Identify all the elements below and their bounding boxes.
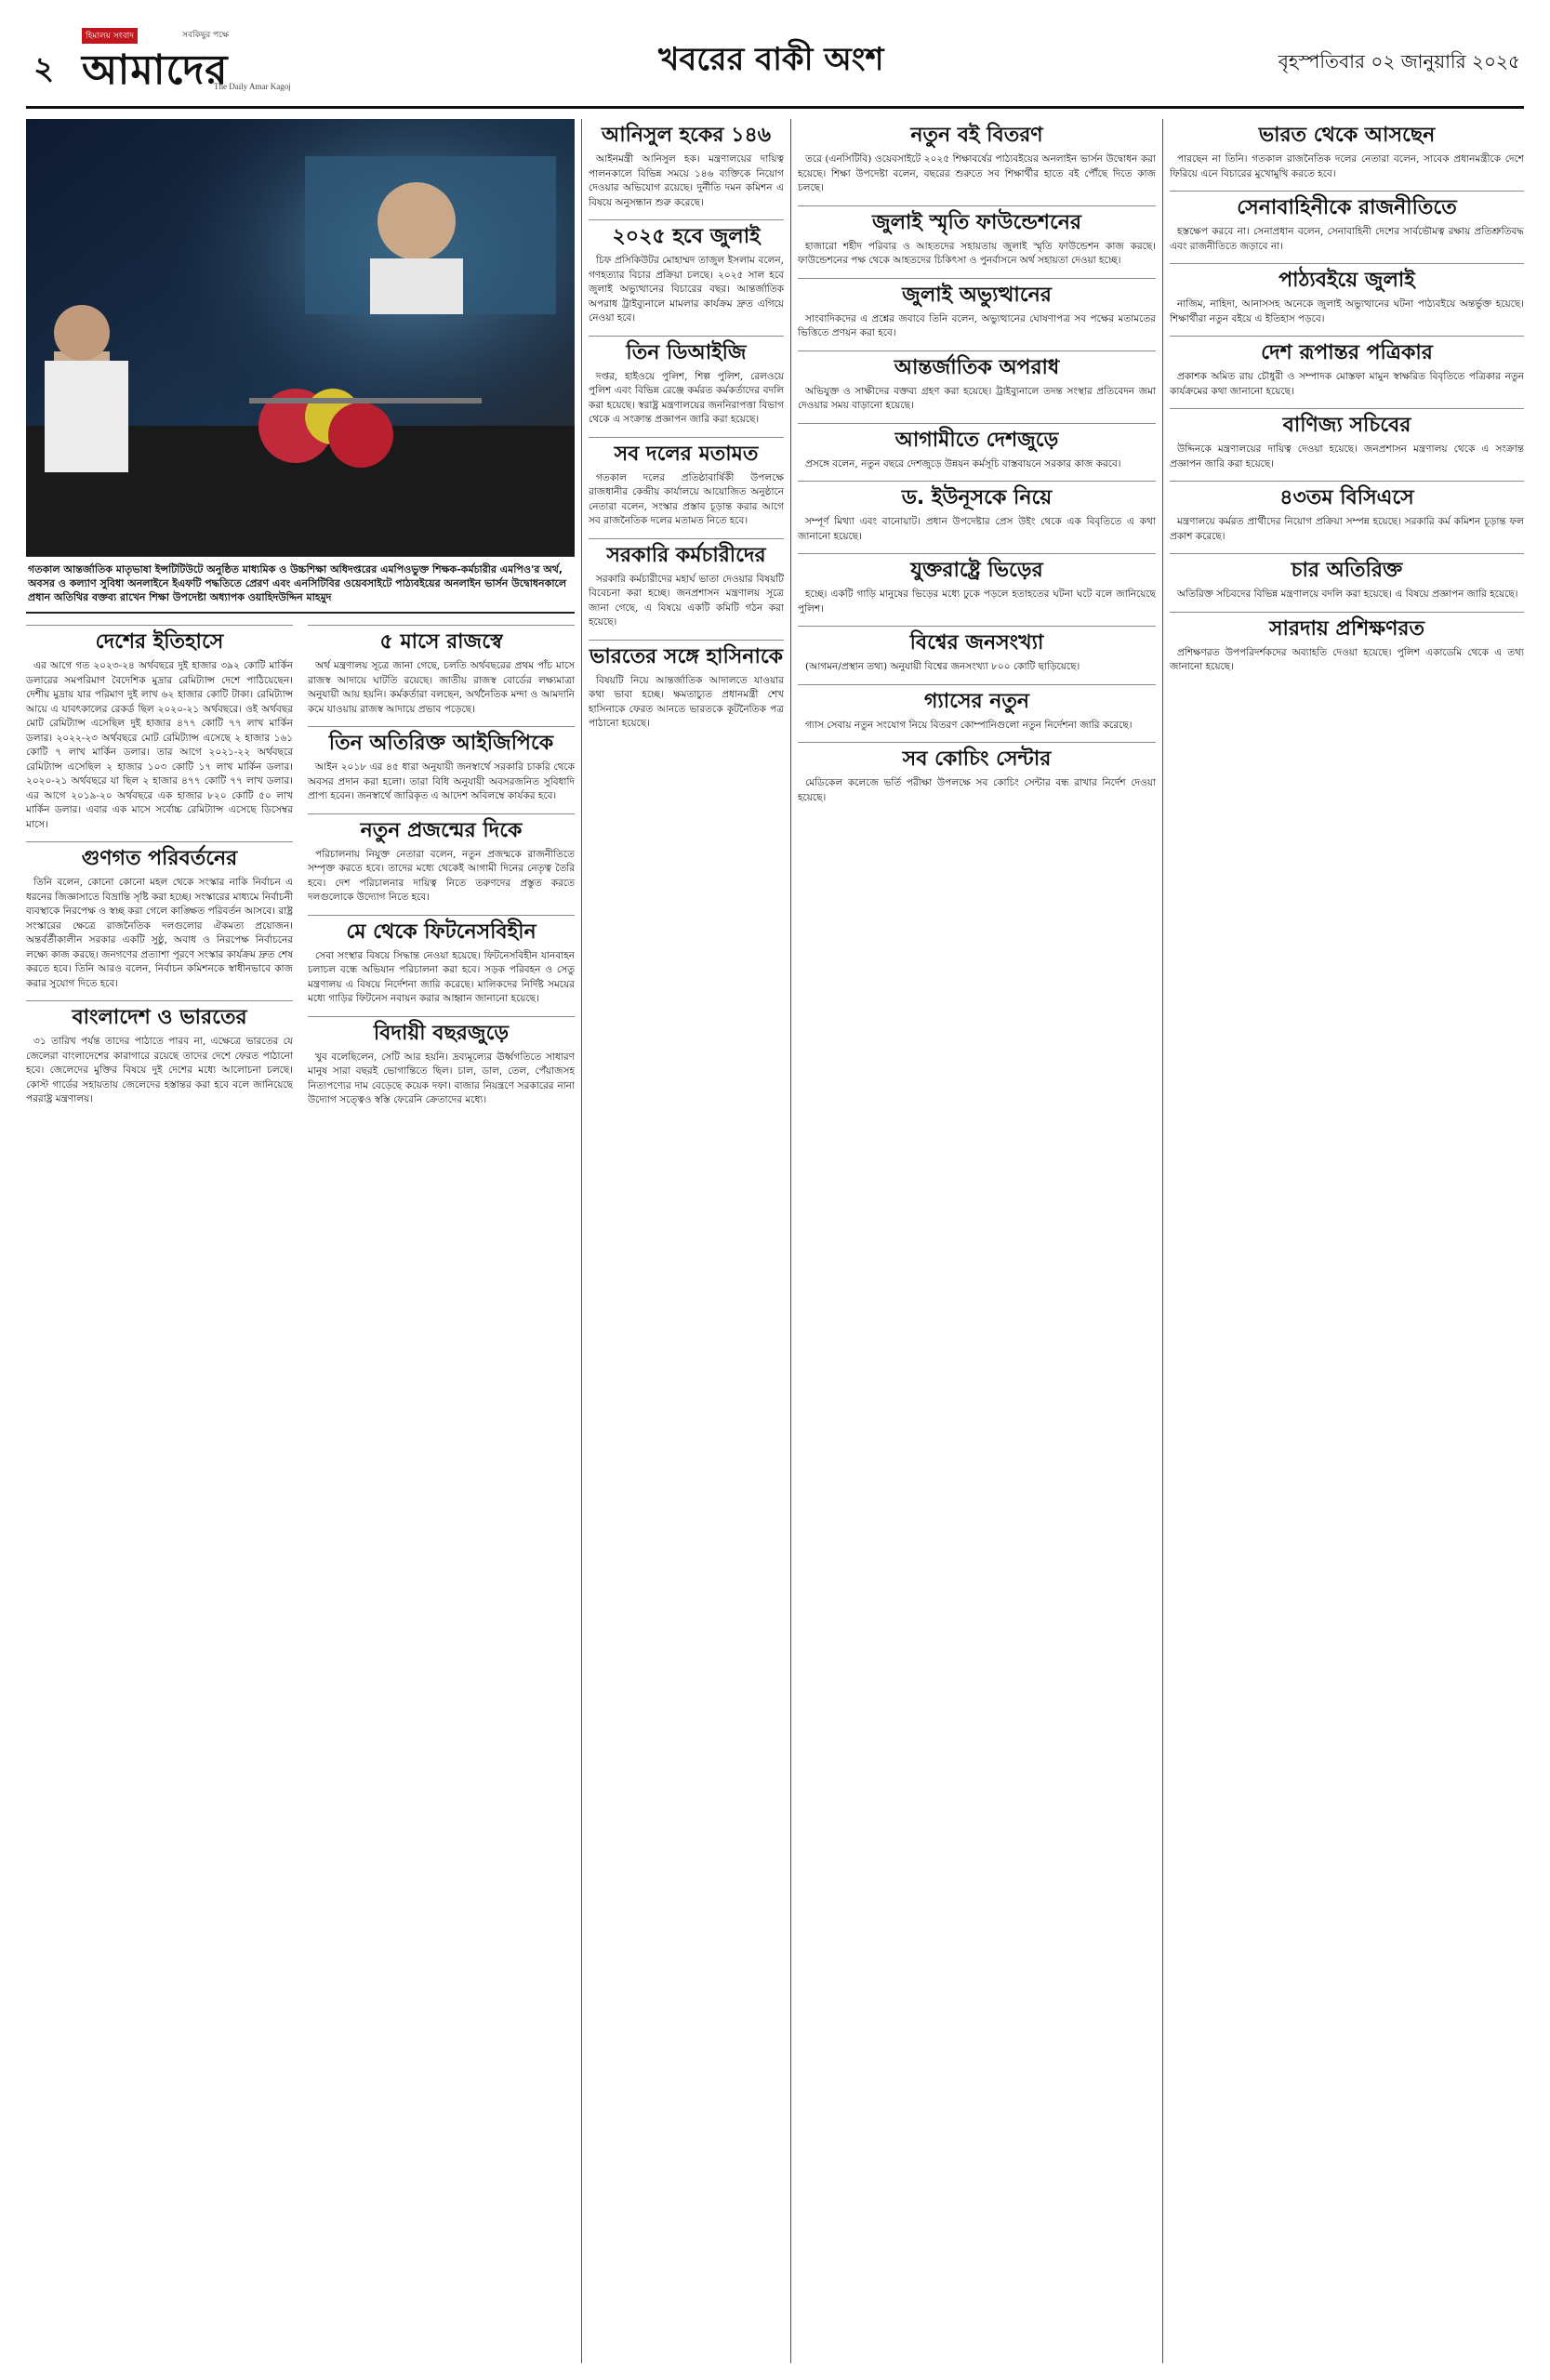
article-headline: ৫ মাসে রাজস্বে	[308, 625, 575, 655]
article-body: খুব বলেছিলেন, সেটি আর হয়নি। দ্রব্যমূল্যের ঊর্ধ্বগতিতে সাধারণ মানুষ সারা বছরই ভোগান্তিতে ছিল। চাল, ডাল, তেল, পেঁয়াজসহ নিত্যপণ্যের দাম বেড়েছে কয়েক দফা। বাজার নিয়ন্ত্রণে সরকারের নানা উদ্যোগ সত্ত্বেও স্বস্তি ফেরেনি ক্রেতাদের মধ্যে।	[308, 1051, 575, 1105]
article	[589, 431, 784, 533]
article	[798, 548, 1156, 620]
column-4	[1170, 119, 1524, 2363]
article	[308, 909, 575, 1011]
article	[589, 533, 784, 634]
paper-name: আমাদের	[82, 46, 229, 94]
article-body: প্রশিক্ষণরত উপপরিদর্শকদের অব্যাহতি দেওয়া হয়েছে। পুলিশ একাডেমি থেকে এ তথ্য জানানো হয়েছে।	[1170, 646, 1524, 672]
article	[308, 1011, 575, 1112]
article	[589, 330, 784, 431]
article-headline: সারদায় প্রশিক্ষণরত	[1170, 612, 1524, 642]
article-body: হস্তক্ষেপ করবে না। সেনাপ্রধান বলেন, সেনাবাহিনী দেশের সার্বভৌমত্ব রক্ষায় প্রতিশ্রুতিবদ্ধ এবং রাজনীতিতে জড়াবে না।	[1170, 226, 1524, 252]
column-rule	[790, 119, 791, 2363]
article	[798, 679, 1156, 737]
page-number: ২	[33, 50, 55, 87]
article	[308, 808, 575, 909]
article-body: গ্যাস সেবায় নতুন সংযোগ নিয়ে বিতরণ কোম্পানিগুলো নতুন নির্দেশনা জারি করেছে।	[805, 719, 1133, 731]
article-headline: দেশের ইতিহাসে	[26, 625, 293, 655]
article-body: অভিযুক্ত ও সাক্ষীদের বক্তব্য গ্রহণ করা হয়েছে। ট্রাইব্যুনালে তদন্ত সংস্থার প্রতিবেদন জমা দেওয়ার সময় বাড়ানো হয়েছে।	[798, 385, 1156, 411]
article-body: তরে (এনসিটিবি) ওয়েবসাইটে ২০২৫ শিক্ষাবর্ষের পাঠ্যবইয়ের অনলাইন ভার্সন উদ্বোধন করা হয়েছে। শিক্ষা উপদেষ্টা বলেন, বছরের শুরুতে সব শিক্ষার্থীর হাতে বই পৌঁছে দিতে কাজ চলছে।	[798, 153, 1156, 193]
article-headline: নতুন বই বিতরণ	[910, 124, 1043, 147]
article	[1170, 403, 1524, 475]
article	[798, 200, 1156, 272]
article-headline: বাংলাদেশ ও ভারতের	[26, 1000, 293, 1031]
article	[308, 619, 575, 721]
photo-illustration	[26, 119, 575, 556]
article-body: হাজারো শহীদ পরিবার ও আহতদের সহায়তায় জুলাই স্মৃতি ফাউন্ডেশন কাজ করছে। ফাউন্ডেশনের পক্ষ থেকে আহতদের চিকিৎসা ও পুনর্বাসনে অর্থ সহায়তা দেওয়া হচ্ছে।	[798, 240, 1156, 266]
article	[798, 417, 1156, 476]
article	[798, 475, 1156, 548]
photo-caption: গতকাল আন্তর্জাতিক মাতৃভাষা ইন্সটিটিউটে অনুষ্ঠিত মাধ্যমিক ও উচ্চশিক্ষা অধিদপ্তরের এমপিওভুক্ত শিক্ষক-কর্মচারীর এমপিও'র অর্থ, অবসর ও কল্যাণ সুবিধা অনলাইনে ইএফটি পদ্ধতিতে প্রেরণ এবং এনসিটিবির ওয়েবসাইটে পাঠ্যবইয়ের অনলাইন ভার্সন উদ্বোধনকালে প্রধান অতিথির বক্তব্য রাখেন শিক্ষা উপদেষ্টা অধ্যাপক ওয়াহিদউদ্দিন মাহমুদ	[26, 557, 575, 614]
article	[1170, 185, 1524, 258]
column-rule	[581, 119, 582, 2363]
article-body: গতকাল দলের প্রতিষ্ঠাবার্ষিকী উপলক্ষে রাজধানীর কেন্দ্রীয় কার্যালয়ে আয়োজিত অনুষ্ঠানে নেতারা বলেন, সংস্কার প্রস্তাব চূড়ান্ত করার আগে সব রাজনৈতিক দলের মতামত নিতে হবে।	[589, 471, 784, 526]
article-headline: তিন অতিরিক্ত আইজিপিকে	[308, 726, 575, 757]
article-body: মন্ত্রণালয়ে কর্মরত প্রার্থীদের নিয়োগ প্রক্রিয়া সম্পন্ন হয়েছে। সরকারি কর্ম কমিশন চূড়ান্ত ফল প্রকাশ করেছে।	[1170, 516, 1524, 542]
logo-slogan: সবকিছুর পক্ষে	[182, 31, 230, 40]
column-3	[798, 119, 1156, 2363]
article-headline: বাণিজ্য সচিবের	[1170, 408, 1524, 439]
article-body: পারছেন না তিনি। গতকাল রাজনৈতিক দলের নেতারা বলেন, সাবেক প্রধানমন্ত্রীকে দেশে ফিরিয়ে এনে বিচারের মুখোমুখি করতে হবে।	[1170, 153, 1524, 179]
article-body: উদ্দিনকে মন্ত্রণালয়ের দায়িত্ব দেওয়া হয়েছে। জনপ্রশাসন মন্ত্রণালয় থেকে এ সংক্রান্ত প্রজ্ঞাপন জারি করা হয়েছে।	[1170, 443, 1524, 469]
article-headline: তিন ডিআইজি	[589, 336, 784, 366]
article	[589, 634, 784, 735]
article	[1170, 330, 1524, 403]
article-headline: ভারতের সঙ্গে হাসিনাকে	[589, 640, 784, 670]
article-headline: জুলাই অভ্যুত্থানের	[798, 278, 1156, 309]
article-body: (আগমন/প্রস্থান তথ্য) অনুযায়ী বিশ্বের জনসংখ্যা ৮০০ কোটি ছাড়িয়েছে।	[805, 661, 1080, 672]
article-headline: চার অতিরিক্ত	[1170, 553, 1524, 584]
article-headline: সব দলের মতামত	[589, 437, 784, 468]
newspaper-page	[26, 17, 1524, 2363]
article	[308, 721, 575, 808]
article-body: অর্থ মন্ত্রণালয় সূত্রে জানা গেছে, চলতি অর্থবছরের প্রথম পাঁচ মাসে রাজস্ব আদায়ে ঘাটতি রয়েছে। জাতীয় রাজস্ব বোর্ডের লক্ষ্যমাত্রা অনুযায়ী আয় হয়নি। কর্মকর্তারা বলছেন, অর্থনৈতিক মন্দা ও আমদানি কমে যাওয়ায় রাজস্ব আদায়ে প্রভাব পড়েছে।	[308, 660, 575, 715]
col1-articles	[26, 619, 575, 1112]
article-headline: আনিসুল হকের ১৪৬	[601, 124, 772, 147]
article-headline: গ্যাসের নতুন	[798, 684, 1156, 715]
column-rule	[1162, 119, 1163, 2363]
article	[1170, 606, 1524, 679]
article	[26, 836, 293, 995]
section-title: খবরের বাকী অংশ	[658, 41, 884, 78]
issue-date: বৃহস্পতিবার ০২ জানুয়ারি ২০২৫	[1278, 50, 1520, 73]
english-name: The Daily Amar Kagoj	[214, 82, 291, 91]
article-body: চিফ প্রসিকিউটর মোহাম্মদ তাজুল ইসলাম বলেন, গণহত্যার বিচার প্রক্রিয়া চলছে। ২০২৫ সাল হবে জুলাই অভ্যুত্থানের বিচারের বছর। আন্তর্জাতিক অপরাধ ট্রাইব্যুনালে মামলার কার্যক্রম দ্রুত এগিয়ে নেওয়া হবে।	[589, 255, 784, 324]
article-body: এর আগে গত ২০২৩-২৪ অর্থবছরে দুই হাজার ৩৯২ কোটি মার্কিন ডলারের সমপরিমাণ বৈদেশিক মুদ্রার রেমিট্যান্স দেশে পাঠিয়েছেন। দেশীয় মুদ্রায় যার পরিমাণ দুই লাখ ৬২ হাজার কোটি টাকা। রেমিট্যান্স আয়ে এ যাবৎকালের রেকর্ড ছিল ২০২০-২১ অর্থবছরে। ওই অর্থবছর মোট রেমিট্যান্স এসেছিল দুই হাজার ৪৭৭ কোটি ৭৭ লাখ মার্কিন ডলার। ২০২২-২৩ অর্থবছরে মোট রেমিট্যান্স এসেছে ২ হাজার ১৬১ কোটি ৭ লাখ মার্কিন ডলার। তার আগে ২০২১-২২ অর্থবছরে রেমিট্যান্স এসেছিল ২ হাজার ১০৩ কোটি ১৭ লাখ মার্কিন ডলার। ২০২০-২১ অর্থবছরে যা ছিল ২ হাজার ৪৭৭ কোটি ৭৭ লাখ ডলার। এর আগে ২০১৯-২০ অর্থবছরে এক হাজার ৮২০ কোটি ৫০ লাখ মার্কিন ডলার। এবার এক মাসে সর্বোচ্চ রেমিট্যান্স এসেছে ডিসেম্বর মাসে।	[26, 660, 293, 830]
article	[1170, 548, 1524, 606]
article-body: নাজিম, নাহিদা, আনাসসহ অনেকে জুলাই অভ্যুত্থানের ঘটনা পাঠ্যবইয়ে অন্তর্ভুক্ত হয়েছে। শিক্ষার্থীরা নতুন বইয়ে এ ইতিহাস পড়বে।	[1170, 298, 1524, 324]
article-body: সাংবাদিকদের এ প্রশ্নের জবাবে তিনি বলেন, অভ্যুত্থানের ঘোষণাপত্র সব পক্ষের মতামতের ভিত্তিতে প্রণয়ন করা হবে।	[798, 312, 1156, 338]
article-body: ৩১ তারিখ পর্যন্ত তাদের পাঠাতে পারব না, এক্ষেত্রে ভারতের যে জেলেরা বাংলাদেশের কারাগারে রয়েছে তাদের দেশে ফেরত পাঠানো হবে। জেলেদের মুক্তির বিষয়ে দুই দেশের মধ্যে আলোচনা চলছে। কোস্ট গার্ডের সহায়তায় জেলেদের হস্তান্তর করা হবে বলে জানিয়েছে পররাষ্ট্র মন্ত্রণালয়।	[26, 1036, 293, 1104]
article	[589, 214, 784, 330]
article-headline: গুণগত পরিবর্তনের	[26, 841, 293, 872]
article-body: প্রসঙ্গে বলেন, নতুন বছরে দেশজুড়ে উন্নয়ন কর্মসূচি বাস্তবায়নে সরকার কাজ করবে।	[805, 457, 1121, 469]
article	[26, 619, 293, 836]
article	[798, 736, 1156, 809]
article-body: বিষয়টি নিয়ে আন্তর্জাতিক আদালতে যাওয়ার কথা ভাবা হচ্ছে। ক্ষমতাচ্যুত প্রধানমন্ত্রী শেখ হাসিনাকে ফেরত আনতে ভারতকে কূটনৈতিক পত্র পাঠানো হয়েছে।	[589, 674, 784, 729]
article-body: আইন ২০১৮ এর ৪৫ ধারা অনুযায়ী জনস্বার্থে সরকারি চাকরি থেকে অবসর প্রদান করা হলো। তারা বিধি অনুযায়ী অবসরজনিত সুবিধাদি প্রাপ্য হবেন। জনস্বার্থে জারিকৃত এ আদেশ অবিলম্বে কার্যকর হবে।	[308, 761, 575, 801]
article-body: সেবা সংস্থার বিষয়ে সিদ্ধান্ত নেওয়া হয়েছে। ফিটনেসবিহীন যানবাহন চলাচল বন্ধে অভিযান পরিচালনা করা হবে। সড়ক পরিবহন ও সেতু মন্ত্রণালয় এ বিষয়ে নির্দেশনা জারি করেছে। মালিকদের নির্দিষ্ট সময়ের মধ্যে গাড়ির ফিটনেস নবায়ন করার আহ্বান জানানো হয়েছে।	[308, 949, 575, 1004]
article-headline: নতুন প্রজন্মের দিকে	[308, 813, 575, 844]
article	[798, 345, 1156, 417]
article-headline: বিদায়ী বছরজুড়ে	[308, 1016, 575, 1047]
article-headline: আন্তর্জাতিক অপরাধ	[798, 350, 1156, 381]
article-headline: মে থেকে ফিটনেসবিহীন	[308, 915, 575, 945]
article-headline: যুক্তরাষ্ট্রে ভিড়ের	[798, 553, 1156, 584]
article-headline: বিশ্বের জনসংখ্যা	[798, 626, 1156, 656]
article-headline: ৪৩তম বিসিএসে	[1170, 481, 1524, 511]
article	[798, 272, 1156, 345]
column-2	[589, 119, 784, 2363]
article-body: পরিচালনায় নিযুক্ত নেতারা বলেন, নতুন প্রজন্মকে রাজনীতিতে সম্পৃক্ত করতে হবে। তাদের মধ্যে থেকেই আগামী দিনের নেতৃত্ব তৈরি হবে। দেশ পরিচালনার দায়িত্ব নিতে তরুণদের প্রস্তুত করতে দলগুলোকে উদ্যোগ নিতে হবে।	[308, 848, 575, 903]
article-headline: সেনাবাহিনীকে রাজনীতিতে	[1170, 191, 1524, 221]
article-body: প্রকাশক অমিত রায় চৌধুরী ও সম্পাদক মোস্তফা মামুন স্বাক্ষরিত বিবৃতিতে পত্রিকার নতুন কার্যক্রমের কথা জানানো হয়েছে।	[1170, 371, 1524, 397]
article-body: দপ্তর, হাইওয়ে পুলিশ, শিল্প পুলিশ, রেলওয়ে পুলিশ এবং বিভিন্ন রেঞ্জে কর্মরত কর্মকর্তাদের বদলি করা হয়েছে। স্বরাষ্ট্র মন্ত্রণালয়ের জননিরাপত্তা বিভাগ থেকে এ সংক্রান্ত প্রজ্ঞাপন জারি করা হয়েছে।	[589, 370, 784, 425]
article	[798, 620, 1156, 679]
article	[1170, 475, 1524, 548]
article	[1170, 119, 1524, 185]
article-headline: ২০২৫ হবে জুলাই	[589, 219, 784, 250]
article-headline: সরকারি কর্মচারীদের	[589, 538, 784, 569]
article-body: আইনমন্ত্রী আনিসুল হক। মন্ত্রণালয়ের দায়িত্ব পালনকালে বিভিন্ন সময়ে ১৪৬ ব্যক্তিকে নিয়োগ দেওয়ার অভিযোগ রয়েছে। দুর্নীতি দমন কমিশন এ বিষয়ে অনুসন্ধান শুরু করেছে।	[589, 153, 784, 208]
article-body: সম্পূর্ণ মিথ্যা এবং বানোয়াট। প্রধান উপদেষ্টার প্রেস উইং থেকে এক বিবৃতিতে এ কথা জানানো হয়েছে।	[798, 516, 1156, 542]
article-body: সরকারি কর্মচারীদের মহার্ঘ ভাতা দেওয়ার বিষয়টি বিবেচনা করা হচ্ছে। জনপ্রশাসন মন্ত্রণালয় সূত্রে জানা গেছে, এ বিষয়ে একটি কমিটি গঠন করা হয়েছে।	[589, 573, 784, 628]
article-body: হচ্ছে। একটি গাড়ি মানুষের ভিড়ের মধ্যে ঢুকে পড়লে হতাহতের ঘটনা ঘটে বলে জানিয়েছে পুলিশ।	[798, 588, 1156, 615]
event-photo	[26, 119, 575, 557]
article	[26, 995, 293, 1111]
article-headline: ড. ইউনূসকে নিয়ে	[798, 481, 1156, 511]
masthead	[26, 17, 1524, 109]
logo-tag: হিমালয় সংবাদ	[82, 28, 138, 44]
article-body: মেডিকেল কলেজে ভর্তি পরীক্ষা উপলক্ষে সব কোচিং সেন্টার বন্ধ রাখার নির্দেশ দেওয়া হয়েছে।	[798, 777, 1156, 803]
article-body: তিনি বলেন, কোনো কোনো মহল থেকে সংস্কার নাকি নির্বাচন এ ধরনের জিজ্ঞাসাতে বিভ্রান্তি সৃষ্টি করা হচ্ছে। সংস্কারের মাধ্যমে নির্বাচনী ব্যবস্থাকে নিরপেক্ষ ও স্বচ্ছ করা গেলে কাঙ্ক্ষিত পরিবর্তন আসবে। রাষ্ট্র সংস্কারের ক্ষেত্রে রাজনৈতিক দলগুলোর ঐকমত্য প্রয়োজন। অন্তর্বর্তীকালীন সরকার একটি সুষ্ঠু, অবাধ ও নিরপেক্ষ নির্বাচনের লক্ষ্যে কাজ করছে। জনগণের প্রত্যাশা পূরণে সংস্কার কার্যক্রম দ্রুত শেষ করতে হবে। তিনি আরও বলেন, নির্বাচন কমিশনকে স্বাধীনভাবে কাজ করার সুযোগ দিতে হবে।	[26, 877, 293, 989]
article-headline: সব কোচিং সেন্টার	[798, 742, 1156, 773]
newspaper-logo	[82, 28, 314, 94]
article	[798, 119, 1156, 200]
article-headline: জুলাই স্মৃতি ফাউন্ডেশনের	[798, 205, 1156, 236]
article-headline: আগামীতে দেশজুড়ে	[798, 423, 1156, 454]
article-body: অতিরিক্ত সচিবদের বিভিন্ন মন্ত্রণালয়ে বদলি করা হয়েছে। এ বিষয়ে প্রজ্ঞাপন জারি হয়েছে।	[1177, 588, 1518, 600]
article	[589, 119, 784, 214]
article-headline: ভারত থেকে আসছেন	[1258, 124, 1436, 147]
column-1	[26, 119, 575, 2363]
article	[1170, 258, 1524, 330]
article-headline: পাঠ্যবইয়ে জুলাই	[1170, 263, 1524, 294]
article-headline: দেশ রূপান্তর পত্রিকার	[1170, 336, 1524, 366]
